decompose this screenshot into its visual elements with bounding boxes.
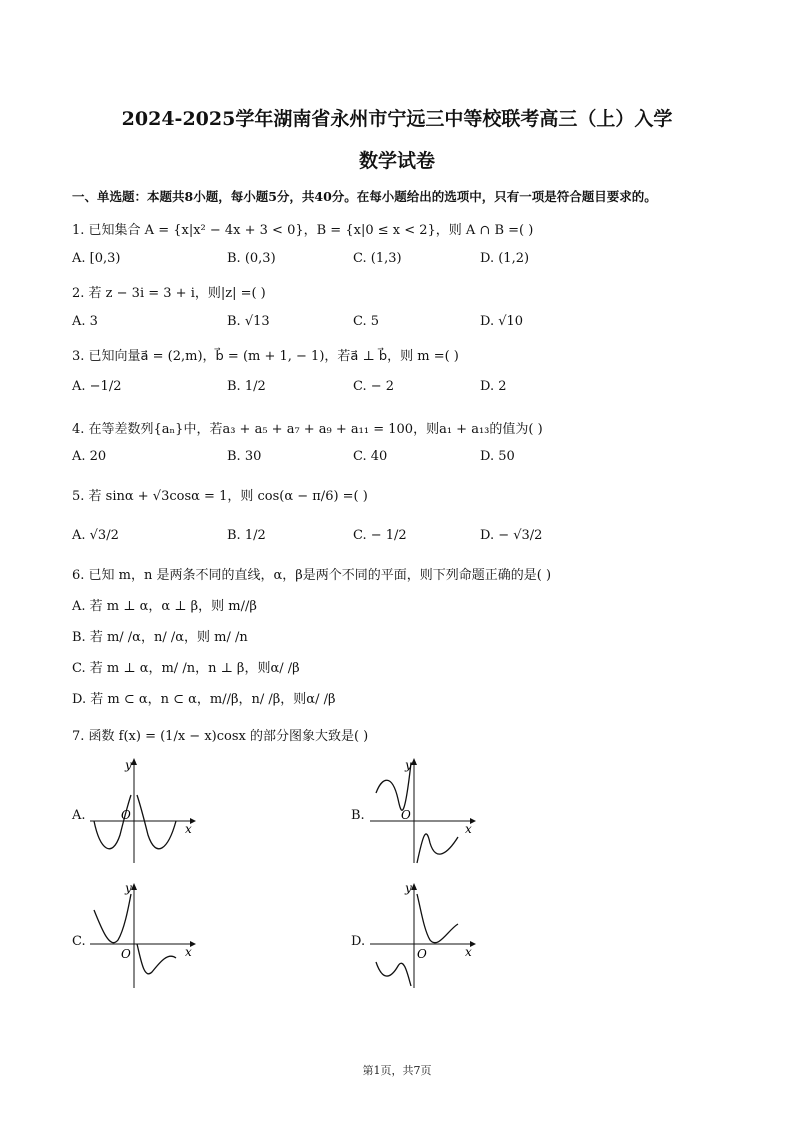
question-1-stem: 1. 已知集合 A = {x|x² − 4x + 3 < 0}，B = {x|0 ≤ x < 2}，则 A ∩ B =( ) xyxy=(72,223,534,238)
question-3-stem: 3. 已知向量a⃗ = (2,m)，b⃗ = (m + 1, − 1)，若a⃗ ⊥ b⃗，则 m =( ) xyxy=(72,349,459,364)
q4-option-b: B. 30 xyxy=(227,449,262,464)
question-2-stem: 2. 若 z − 3i = 3 + i，则|z| =( ) xyxy=(72,286,266,301)
q6-option-b: B. 若 m/ /α，n/ /α，则 m/ /n xyxy=(72,630,248,645)
q7-b-x-label: x xyxy=(465,822,472,836)
q3-option-c: C. − 2 xyxy=(353,379,395,394)
q5-option-c: C. − 1/2 xyxy=(353,528,407,543)
q4-option-c: C. 40 xyxy=(353,449,388,464)
q7-option-b-label: B. xyxy=(351,808,365,823)
q5-option-b: B. 1/2 xyxy=(227,528,266,543)
q2-option-a: A. 3 xyxy=(72,314,98,329)
q7-a-y-label: y xyxy=(125,758,132,772)
q7-option-a-label: A. xyxy=(72,808,86,823)
q7-graph-c xyxy=(88,880,200,990)
q1-option-a: A. [0,3) xyxy=(72,251,121,266)
question-5-stem: 5. 若 sinα + √3cosα = 1，则 cos(α − π/6) =( ) xyxy=(72,489,368,504)
question-4-stem: 4. 在等差数列{aₙ}中，若a₃ + a₅ + a₇ + a₉ + a₁₁ = 100，则a₁ + a₁₃的值为( ) xyxy=(72,422,543,437)
q1-option-b: B. (0,3) xyxy=(227,251,276,266)
q7-d-y-label: y xyxy=(405,881,412,895)
q7-d-x-label: x xyxy=(465,945,472,959)
page-title-line2: 数学试卷 xyxy=(358,150,435,172)
q4-option-a: A. 20 xyxy=(72,449,107,464)
q3-option-d: D. 2 xyxy=(480,379,507,394)
q7-b-y-label: y xyxy=(405,758,412,772)
q7-c-origin-label: O xyxy=(121,947,131,961)
q2-option-d: D. √10 xyxy=(480,314,524,329)
q7-a-origin-label: O xyxy=(121,808,131,822)
question-7-stem: 7. 函数 f(x) = (1/x − x)cosx 的部分图象大致是( ) xyxy=(72,729,369,744)
q3-option-b: B. 1/2 xyxy=(227,379,266,394)
q1-option-c: C. (1,3) xyxy=(353,251,402,266)
q7-graph-b xyxy=(368,755,480,865)
page-title-line1: 2024-2025学年湖南省永州市宁远三中等校联考高三（上）入学 xyxy=(121,108,673,130)
q2-option-b: B. √13 xyxy=(227,314,270,329)
q7-graph-a xyxy=(88,755,200,865)
q7-c-y-label: y xyxy=(125,881,132,895)
q7-graph-d xyxy=(368,880,480,990)
q5-option-a: A. √3/2 xyxy=(72,528,119,543)
q4-option-d: D. 50 xyxy=(480,449,515,464)
q2-option-c: C. 5 xyxy=(353,314,380,329)
q1-option-d: D. (1,2) xyxy=(480,251,530,266)
section-heading: 一、单选题：本题共8小题，每小题5分，共40分。在每小题给出的选项中，只有一项是符合题目要求的。 xyxy=(72,189,657,204)
q6-option-a: A. 若 m ⊥ α，α ⊥ β，则 m//β xyxy=(72,599,257,614)
q7-b-origin-label: O xyxy=(401,808,411,822)
q3-option-a: A. −1/2 xyxy=(72,379,122,394)
q6-option-d: D. 若 m ⊂ α，n ⊂ α，m//β，n/ /β，则α/ /β xyxy=(72,692,336,707)
q5-option-d: D. − √3/2 xyxy=(480,528,543,543)
q7-d-origin-label: O xyxy=(417,947,427,961)
q7-c-x-label: x xyxy=(185,945,192,959)
page-footer: 第1页，共7页 xyxy=(362,1064,432,1077)
question-6-stem: 6. 已知 m，n 是两条不同的直线，α，β是两个不同的平面，则下列命题正确的是( ) xyxy=(72,568,552,583)
q6-option-c: C. 若 m ⊥ α，m/ /n，n ⊥ β，则α/ /β xyxy=(72,661,300,676)
q7-a-x-label: x xyxy=(185,822,192,836)
q7-option-c-label: C. xyxy=(72,934,86,949)
q7-option-d-label: D. xyxy=(351,934,366,949)
